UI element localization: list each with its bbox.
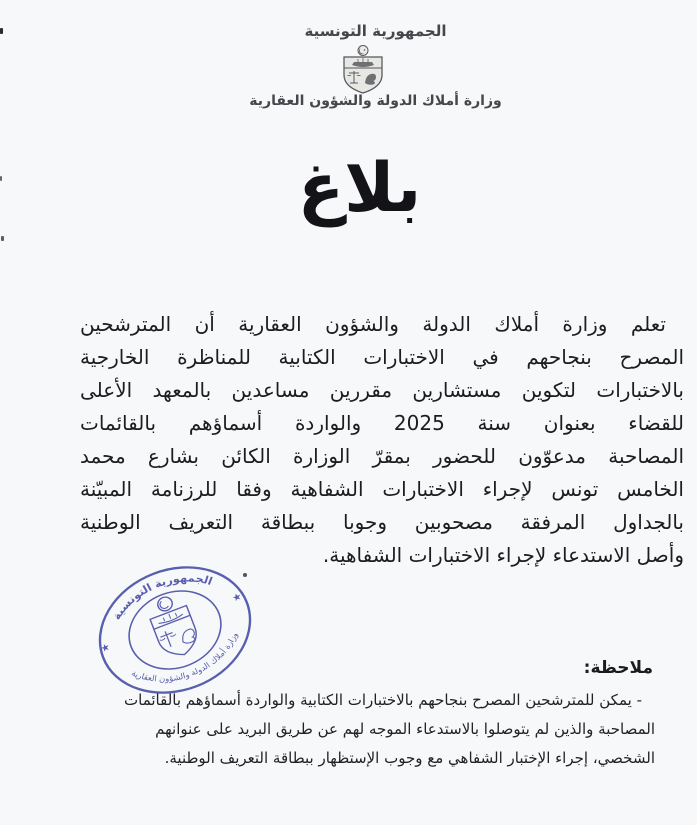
note-line: المصاحبة والذين لم يتوصلوا بالاستدعاء الموجه لهم عن طريق البريد على عنوانهم bbox=[155, 720, 655, 738]
note-line: - يمكن للمترشحين المصرح بنجاحهم بالاختبارات الكتابية والواردة أسماؤهم بالقائمات bbox=[124, 691, 642, 709]
paragraph-line: المصاحبة مدعوّون للحضور بمقرّ الوزارة الكائن بشارع محمد bbox=[80, 444, 684, 468]
paragraph-line: بالاختبارات لتكوين مستشارين مقررين مساعدين بالمعهد الأعلى bbox=[80, 378, 684, 402]
note-line: الشخصي، إجراء الإختبار الشفاهي مع وجوب الإستظهار ببطاقة التعريف الوطنية. bbox=[164, 749, 655, 767]
scan-artifact bbox=[0, 28, 3, 34]
stamp-emblem-icon bbox=[144, 591, 202, 662]
stamp-ring-top-text: الجمهورية التونسية bbox=[109, 571, 215, 622]
tunisia-coat-of-arms-icon bbox=[332, 44, 394, 96]
scan-artifact bbox=[243, 573, 247, 577]
stamp-ring-bottom-text: وزارة أملاك الدولة والشؤون العقارية bbox=[129, 631, 240, 684]
scan-artifact bbox=[1, 236, 4, 241]
paragraph-line: تعلم وزارة أملاك الدولة والشؤون العقارية أن المترشحين bbox=[80, 312, 666, 336]
stamp-star-right-icon: ★ bbox=[230, 591, 244, 605]
stamp-star-left-icon: ★ bbox=[99, 641, 112, 656]
announcement-paragraph bbox=[80, 308, 684, 572]
paragraph-line: الخامس تونس لإجراء الاختبارات الشفاهية وفقا للرزنامة المبيّنة bbox=[80, 477, 684, 501]
paragraph-line: للقضاء بعنوان سنة 2025 والواردة أسماؤهم بالقائمات bbox=[80, 411, 684, 435]
ministry-title: وزارة أملاك الدولة والشؤون العقارية bbox=[249, 93, 502, 109]
communique-title: بلاغ bbox=[297, 149, 422, 228]
paragraph-line: المصرح بنجاحهم في الاختبارات الكتابية للمناظرة الخارجية bbox=[80, 345, 684, 369]
paragraph-line: وأصل الاستدعاء لإجراء الاختبارات الشفاهية. bbox=[322, 543, 684, 567]
note-paragraph bbox=[58, 686, 655, 773]
note-heading: ملاحظة: bbox=[583, 658, 653, 678]
paragraph-line: بالجداول المرفقة مصحوبين وجوبا ببطاقة التعريف الوطنية bbox=[80, 510, 684, 534]
republic-title: الجمهورية التونسية bbox=[304, 22, 447, 40]
